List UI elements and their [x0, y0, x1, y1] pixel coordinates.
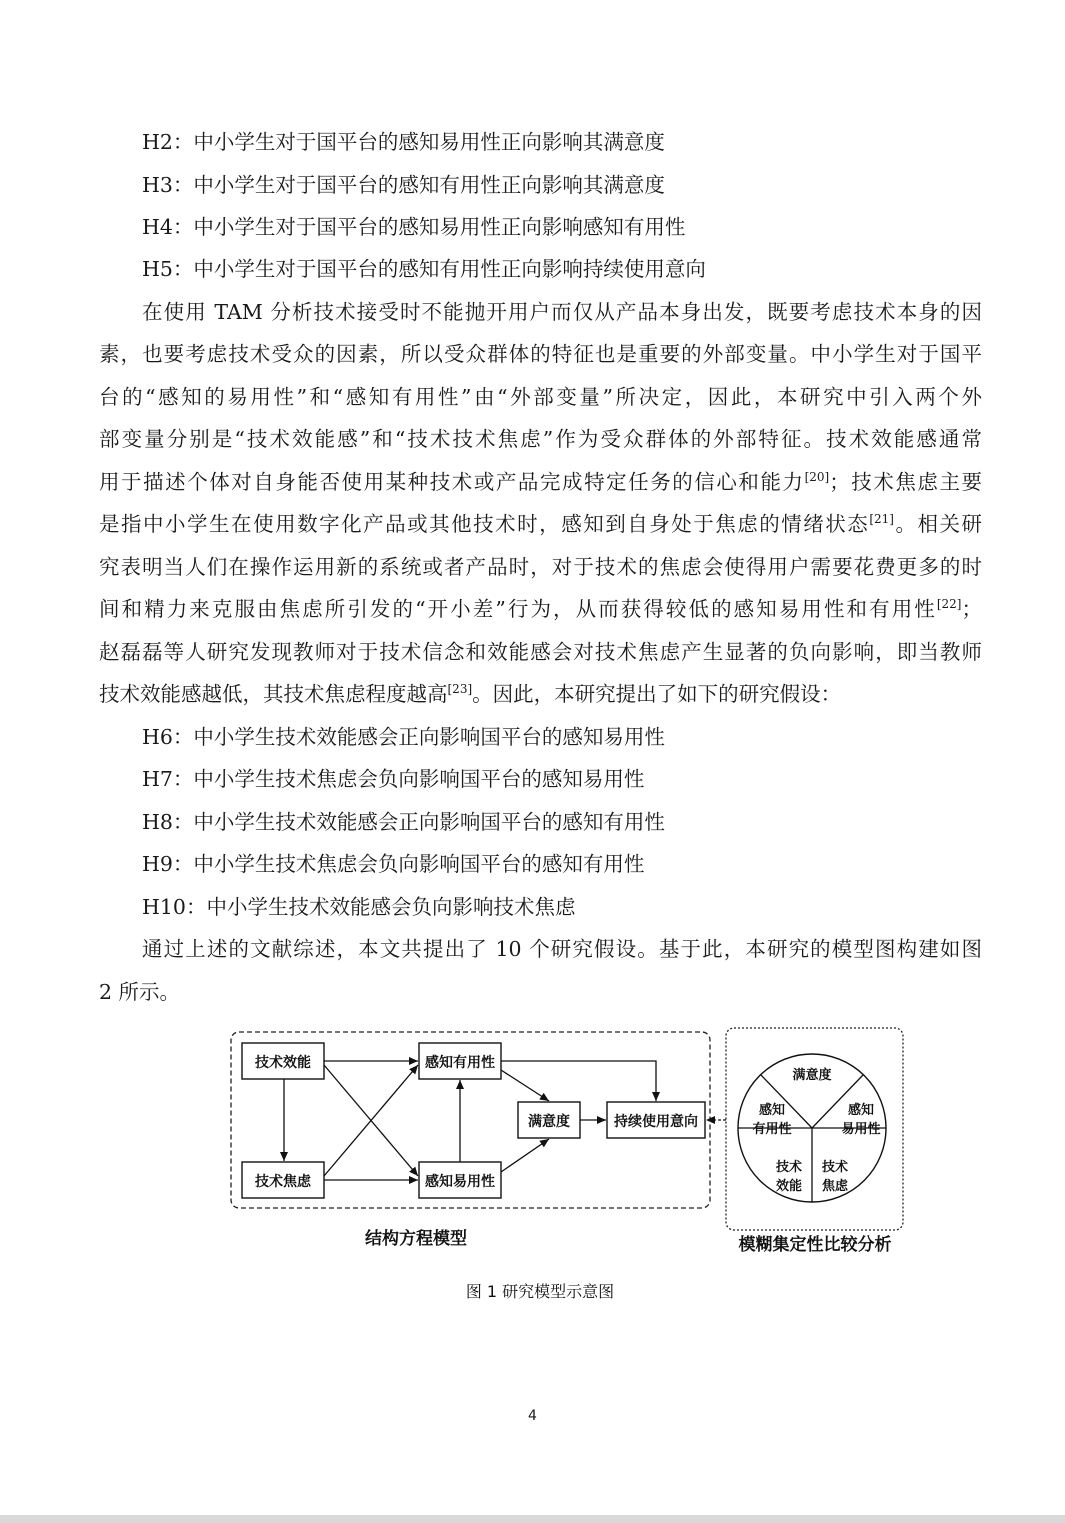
pie-label-ease [831, 1101, 891, 1139]
text-span: 用于描述个体对自身能否使用某种技术或产品完成特定任务的信心和能力 [99, 470, 805, 494]
paragraph-line [0, 679, 982, 709]
pie-label-line: 有用性 [752, 1122, 792, 1137]
fsqca-title: 模糊集定性比较分析 [738, 1235, 892, 1255]
citation-ref: [20] [804, 470, 830, 484]
arrow-usefulness-intention [501, 1061, 656, 1101]
pie-label-line: 焦虑 [821, 1179, 848, 1194]
paragraph-line [0, 509, 982, 539]
page-bottom-edge [0, 1515, 1065, 1523]
hypothesis-h10: H10：中小学生技术效能感会负向影响技术焦虑 [142, 895, 576, 919]
node-usefulness-label: 感知有用性 [425, 1055, 495, 1071]
paragraph-line: 究表明当人们在操作运用新的系统或者产品时，对于技术的焦虑会使得用户需要花费更多的时 [99, 555, 982, 579]
text-span: ； [961, 597, 982, 621]
node-anxiety-label: 技术焦虑 [255, 1174, 311, 1190]
paragraph-line [0, 467, 982, 497]
hypothesis-h4: H4：中小学生对于国平台的感知易用性正向影响感知有用性 [142, 215, 686, 239]
sem-title: 结构方程模型 [365, 1229, 467, 1249]
hypothesis-h7: H7：中小学生技术焦虑会负向影响国平台的感知易用性 [142, 767, 645, 791]
pie-label-line: 易用性 [841, 1122, 881, 1137]
paragraph-line: 部变量分别是“技术效能感”和“技术技术焦虑”作为受众群体的外部特征。技术效能感通常 [99, 427, 982, 451]
hypothesis-h8: H8：中小学生技术效能感会正向影响国平台的感知有用性 [142, 810, 665, 834]
paragraph-line: 通过上述的文献综述，本文共提出了 10 个研究假设。基于此，本研究的模型图构建如图 [142, 937, 982, 961]
arrow-ease-satisfaction [501, 1139, 549, 1172]
pie-label-satisfaction: 满意度 [792, 1068, 832, 1083]
node-intention-label: 持续使用意向 [614, 1114, 698, 1130]
paragraph-line [0, 594, 982, 624]
pie-label-line: 感知 [847, 1103, 874, 1118]
hypothesis-h6: H6：中小学生技术效能感会正向影响国平台的感知易用性 [142, 725, 665, 749]
pie-label-usefulness [742, 1101, 802, 1139]
text-span: 技术效能感越低，其技术焦虑程度越高 [99, 682, 448, 706]
text-span: 是指中小学生在使用数字化产品或其他技术时，感知到自身处于焦虑的情绪状态 [99, 512, 870, 536]
paragraph-line: 2 所示。 [99, 980, 181, 1004]
pie-label-line: 感知 [758, 1103, 785, 1118]
hypothesis-h3: H3：中小学生对于国平台的感知有用性正向影响其满意度 [142, 173, 665, 197]
text-span: 。因此，本研究提出了如下的研究假设： [472, 682, 842, 706]
pie-label-efficacy [768, 1158, 810, 1196]
figure-caption: 图 1 研究模型示意图 [465, 1282, 615, 1301]
arrow-usefulness-satisfaction [501, 1070, 549, 1101]
citation-ref: [21] [869, 512, 894, 526]
node-ease-label: 感知易用性 [425, 1174, 495, 1190]
citation-ref: [22] [936, 597, 962, 611]
text-span: ；技术焦虑主要 [829, 470, 983, 494]
paragraph-line: 台的“感知的易用性”和“感知有用性”由“外部变量”所决定，因此，本研究中引入两个外 [99, 385, 982, 409]
text-span: 。相关研 [893, 512, 983, 536]
pie-label-anxiety [814, 1158, 856, 1196]
model-diagram-svg [0, 1020, 1065, 1310]
text-span: 间和精力来克服由焦虑所引发的“开小差”行为，从而获得较低的感知易用性和有用性 [99, 597, 937, 621]
citation-ref: [23] [447, 682, 473, 696]
node-efficacy-label: 技术效能 [255, 1055, 311, 1071]
paragraph-line: 素，也要考虑技术受众的因素，所以受众群体的特征也是重要的外部变量。中小学生对于国平 [99, 342, 982, 366]
pie-label-line: 技术 [821, 1160, 848, 1175]
paragraph-line: 在使用 TAM 分析技术接受时不能抛开用户而仅从产品本身出发，既要考虑技术本身的因 [142, 300, 982, 324]
pie-label-line: 技术 [775, 1160, 802, 1175]
paragraph-line: 赵磊磊等人研究发现教师对于技术信念和效能感会对技术焦虑产生显著的负向影响，即当教师 [99, 640, 982, 664]
research-model-figure [0, 1020, 1065, 1310]
hypothesis-h2: H2：中小学生对于国平台的感知易用性正向影响其满意度 [142, 130, 665, 154]
node-satisfaction-label: 满意度 [528, 1114, 570, 1130]
pie-label-line: 效能 [775, 1179, 802, 1194]
page-number: 4 [528, 1408, 537, 1424]
hypothesis-h5: H5：中小学生对于国平台的感知有用性正向影响持续使用意向 [142, 257, 706, 281]
hypothesis-h9: H9：中小学生技术焦虑会负向影响国平台的感知有用性 [142, 852, 645, 876]
